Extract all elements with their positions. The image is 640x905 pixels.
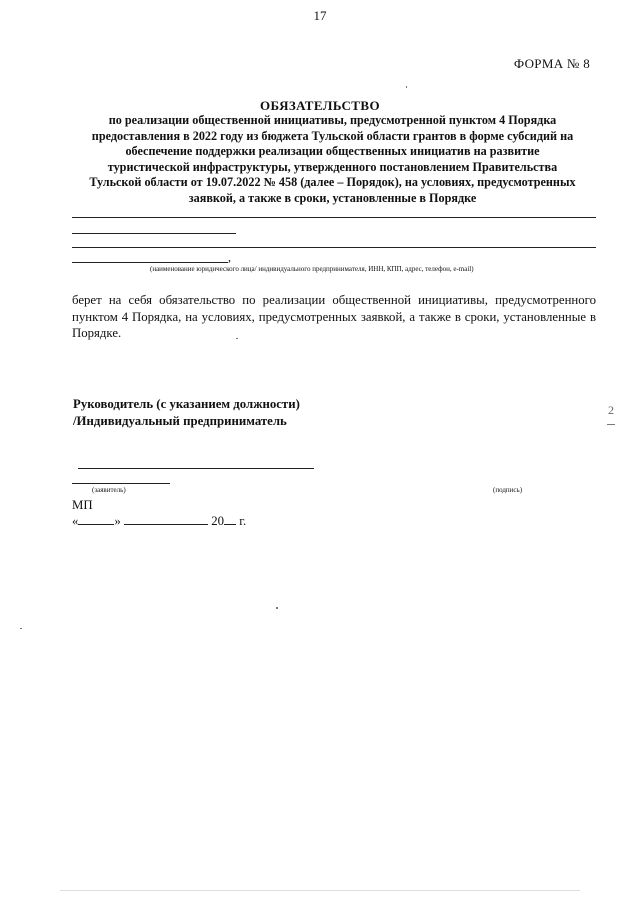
subtitle-line: заявкой, а также в сроки, установленные в Порядке <box>188 190 477 205</box>
year-prefix: 20 <box>211 514 225 528</box>
year-blank <box>224 514 236 525</box>
document-title: ОБЯЗАТЕЛЬСТВО <box>260 98 380 113</box>
fill-in-line <box>72 247 596 248</box>
subtitle-line: обеспечение поддержки реализации общественных инициатив на развитие <box>125 144 540 158</box>
fill-in-comma: , <box>228 250 231 264</box>
month-blank <box>124 514 208 525</box>
fill-in-line <box>72 217 596 218</box>
signer-block <box>73 396 300 429</box>
margin-mark-dash <box>607 424 615 425</box>
date-open-quote: « <box>72 514 79 528</box>
signer-title-line: Руководитель (с указанием должности) <box>73 397 300 411</box>
form-number: ФОРМА № 8 <box>513 56 590 71</box>
margin-mark: 2 <box>608 403 614 417</box>
year-suffix: г. <box>239 514 247 528</box>
applicant-line <box>72 483 170 484</box>
scan-speck <box>406 86 407 88</box>
subtitle-line: туристической инфраструктуры, утвержденного постановлением Правительства <box>107 159 558 174</box>
signature-line <box>78 468 314 469</box>
page-number: 17 <box>313 8 327 23</box>
signer-title-line: /Индивидуальный предприниматель <box>73 413 287 428</box>
date-row <box>72 514 246 529</box>
entity-caption: (наименование юридического лица/ индивидуального предпринимателя, ИНН, КПП, адрес, телефон, e-mail) <box>150 265 474 273</box>
scan-speck <box>276 607 278 609</box>
applicant-caption: (заявитель) <box>92 486 126 494</box>
subtitle-line: по реализации общественной инициативы, предусмотренной пунктом 4 Порядка <box>108 113 557 127</box>
fill-in-line <box>72 262 228 263</box>
scan-speck <box>236 338 238 339</box>
day-blank <box>78 514 114 525</box>
scan-speck <box>60 890 580 891</box>
document-subtitle <box>70 113 595 206</box>
signature-caption: (подпись) <box>493 486 523 494</box>
obligation-text: берет на себя обязательство по реализации общественной инициативы, предусмотренного пунктом 4 Порядка, на условиях, предусмотренных заявкой, а также в сроки, установленные в Порядке. <box>72 293 596 340</box>
subtitle-line: предоставления в 2022 году из бюджета Тульской области грантов в форме субсидий на <box>91 128 574 143</box>
date-close-quote: » <box>114 514 121 528</box>
scan-speck <box>20 628 22 629</box>
subtitle-line: Тульской области от 19.07.2022 № 458 (далее – Порядок), на условиях, предусмотренных <box>89 175 576 189</box>
fill-in-line <box>72 233 236 234</box>
stamp-label: МП <box>72 498 93 512</box>
